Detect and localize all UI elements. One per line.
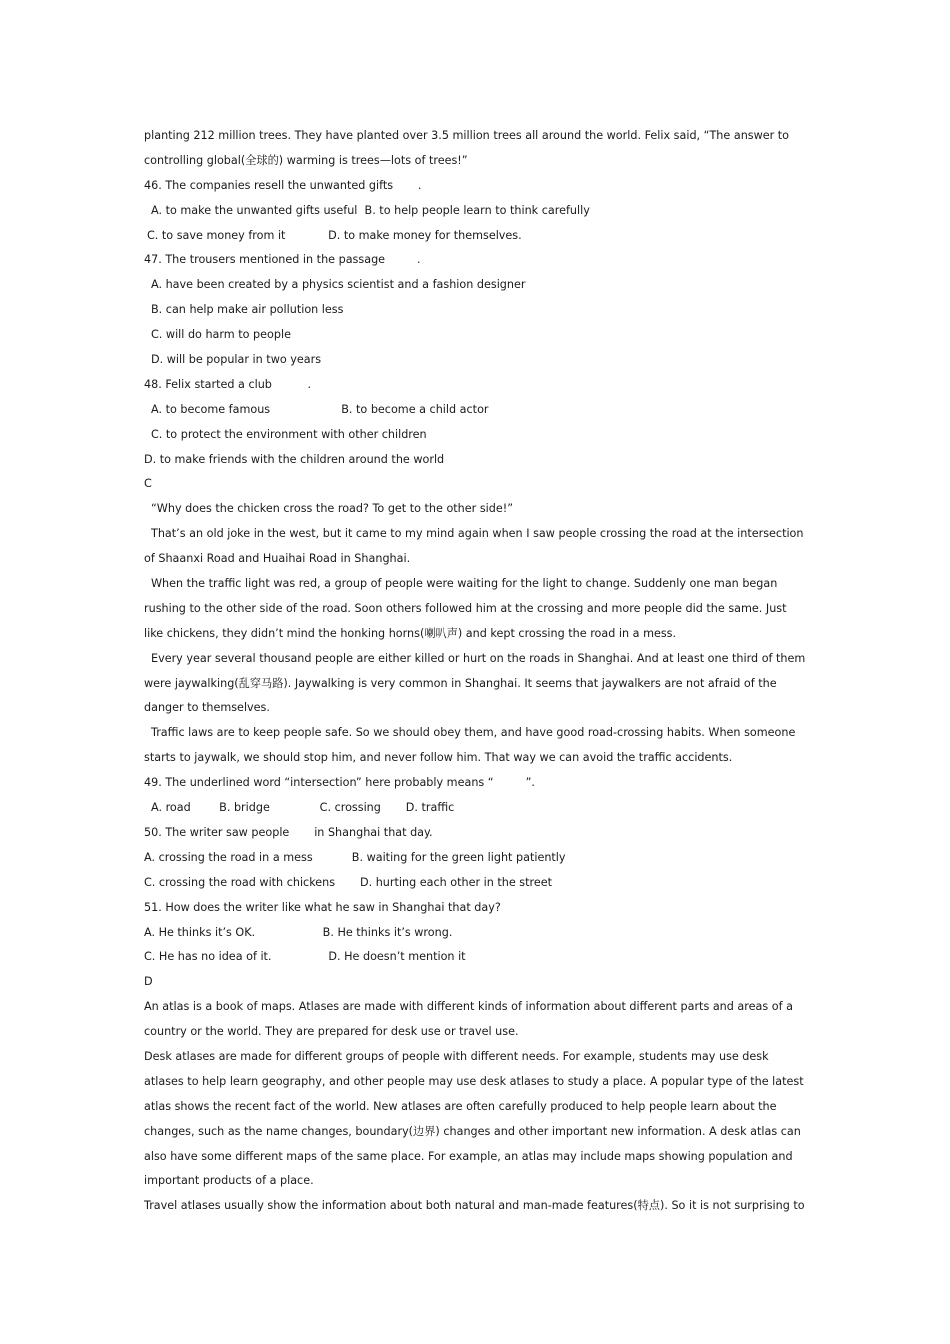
passage-d-line: atlas shows the recent fact of the world. New atlases are often carefully produced to help people learn about the: [144, 1099, 777, 1113]
passage-c-line: starts to jaywalk, we should stop him, and never follow him. That way we can avoid the traffic accidents.: [144, 751, 733, 765]
passage-d-line: Travel atlases usually show the information about both natural and man-made features(特点). So it is not surprising to: [144, 1199, 805, 1213]
question-49-options: A. road B. bridge C. crossing D. traffic: [151, 801, 455, 815]
passage-c-label: C: [144, 477, 152, 491]
passage-c-line: That’s an old joke in the west, but it came to my mind again when I saw people crossing the road at the intersection: [151, 527, 804, 541]
question-47-option-a: A. have been created by a physics scientist and a fashion designer: [151, 278, 526, 292]
question-48-stem: 48. Felix started a club .: [144, 377, 312, 391]
passage-d-line: An atlas is a book of maps. Atlases are made with different kinds of information about different parts and areas of a: [144, 1000, 793, 1014]
passage-c-line: of Shaanxi Road and Huaihai Road in Shanghai.: [144, 552, 411, 566]
passage-b-line: controlling global(全球的) warming is trees—lots of trees!”: [144, 153, 468, 167]
passage-c-line: danger to themselves.: [144, 701, 270, 715]
question-51-options-ab: A. He thinks it’s OK. B. He thinks it’s wrong.: [144, 925, 453, 939]
question-50-stem: 50. The writer saw people in Shanghai that day.: [144, 825, 433, 839]
question-46-options-ab: A. to make the unwanted gifts useful B. to help people learn to think carefully: [151, 203, 590, 217]
passage-c-line: Every year several thousand people are either killed or hurt on the roads in Shanghai. And at least one third of them: [151, 651, 806, 665]
passage-d-line: atlases to help learn geography, and other people may use desk atlases to study a place. A popular type of the latest: [144, 1074, 804, 1088]
passage-c-line: were jaywalking(乱穿马路). Jaywalking is very common in Shanghai. It seems that jaywalkers are not afraid of the: [144, 676, 777, 690]
question-47-option-b: B. can help make air pollution less: [151, 303, 344, 317]
question-48-option-c: C. to protect the environment with other children: [151, 427, 427, 441]
question-47-stem: 47. The trousers mentioned in the passage .: [144, 253, 421, 267]
question-50-options-cd: C. crossing the road with chickens D. hurting each other in the street: [144, 875, 553, 889]
question-50-options-ab: A. crossing the road in a mess B. waiting for the green light patiently: [144, 850, 566, 864]
passage-d-line: important products of a place.: [144, 1174, 314, 1188]
passage-c-line: rushing to the other side of the road. Soon others followed him at the crossing and more people did the same. Just: [144, 601, 787, 615]
passage-d-line: also have some different maps of the same place. For example, an atlas may include maps showing population and: [144, 1149, 793, 1163]
passage-c-line: “Why does the chicken cross the road? To get to the other side!”: [151, 502, 514, 516]
passage-d-line: country or the world. They are prepared for desk use or travel use.: [144, 1025, 519, 1039]
document-page: [144, 124, 814, 1219]
passage-b-line: planting 212 million trees. They have planted over 3.5 million trees all around the world. Felix said, “The answer to: [144, 129, 790, 142]
passage-c-line: like chickens, they didn’t mind the honking horns(喇叭声) and kept crossing the road in a mess.: [144, 626, 677, 640]
question-46-options-cd: C. to save money from it D. to make money for themselves.: [147, 228, 522, 242]
passage-c-line: When the traffic light was red, a group of people were waiting for the light to change. Suddenly one man began: [151, 577, 778, 591]
question-51-stem: 51. How does the writer like what he saw in Shanghai that day?: [144, 900, 501, 914]
question-47-option-c: C. will do harm to people: [151, 328, 291, 342]
question-47-option-d: D. will be popular in two years: [151, 353, 322, 367]
passage-c-line: Traffic laws are to keep people safe. So we should obey them, and have good road-crossing habits. When someone: [151, 726, 796, 740]
passage-d-label: D: [144, 975, 153, 989]
question-49-stem: 49. The underlined word “intersection” here probably means “ ”.: [144, 776, 535, 790]
question-51-options-cd: C. He has no idea of it. D. He doesn’t mention it: [144, 950, 466, 964]
question-48-option-d: D. to make friends with the children around the world: [144, 452, 445, 466]
passage-d-line: changes, such as the name changes, boundary(边界) changes and other important new information. A desk atlas can: [144, 1124, 801, 1138]
passage-d-line: Desk atlases are made for different groups of people with different needs. For example, students may use desk: [144, 1049, 769, 1063]
question-46-stem: 46. The companies resell the unwanted gifts .: [144, 178, 422, 192]
question-48-options-ab: A. to become famous B. to become a child actor: [151, 402, 489, 416]
